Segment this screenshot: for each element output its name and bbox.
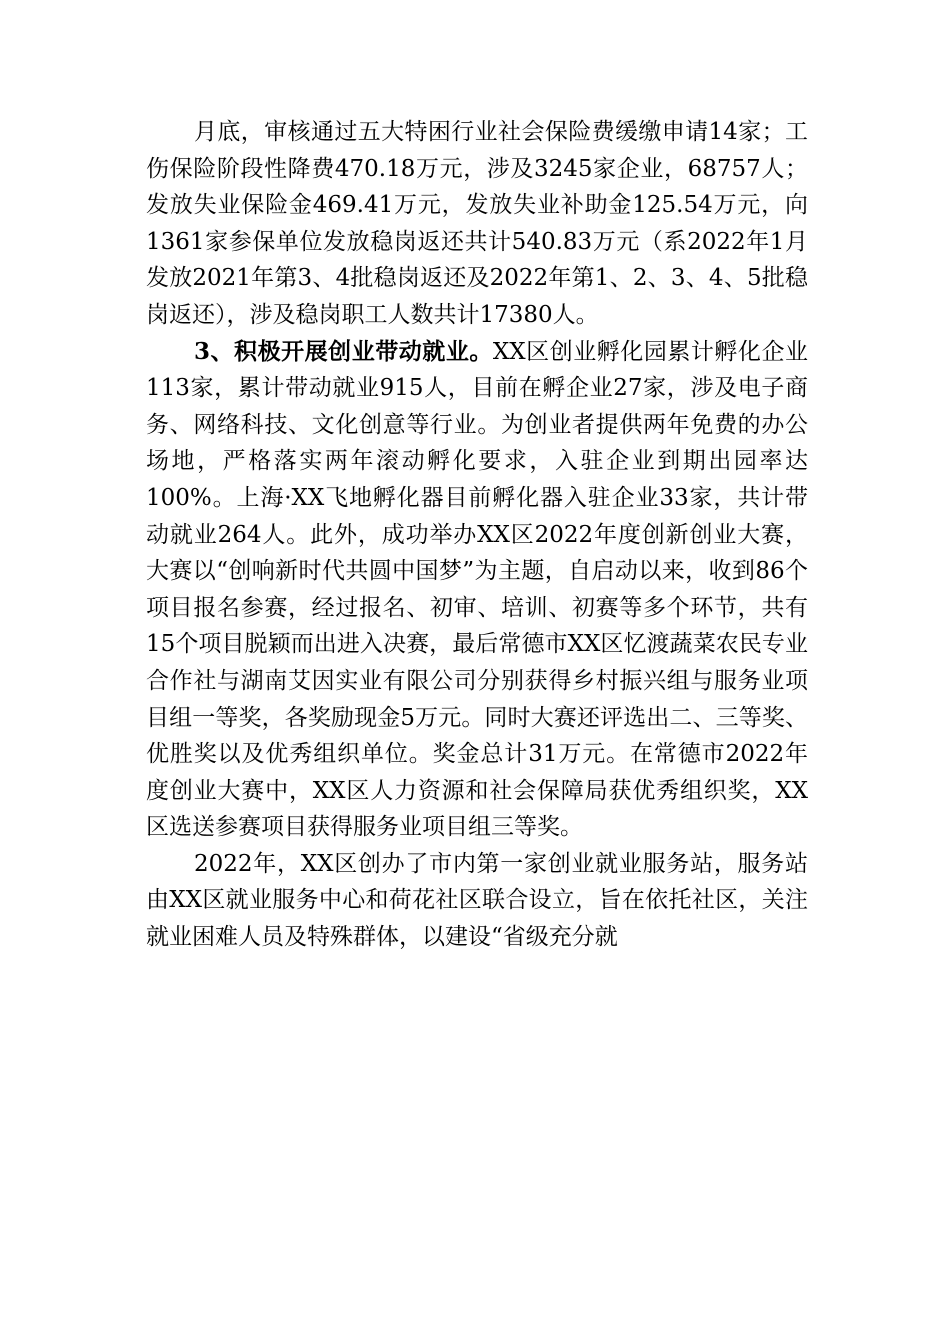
section-heading: 3、积极开展创业带动就业。 [194, 337, 493, 365]
paragraph-service-station [146, 846, 808, 956]
document-page [146, 114, 808, 956]
paragraph-text: XX区创业孵化园累计孵化企业113家，累计带动就业915人，目前在孵企业27家，涉及电子商务、网络科技、文化创意等行业。为创业者提供两年免费的办公场地，严格落实两年滚动孵化要求，入驻企业到期出园率达100%。上海·XX飞地孵化器目前孵化器入驻企业33家，共计带动就业264人。此外，成功举办XX区2022年度创新创业大赛，大赛以“创响新时代共圆中国梦”为主题，自启动以来，收到86个项目报名参赛，经过报名、初审、培训、初赛等多个环节，共有15个项目脱颖而出进入决赛，最后常德市XX区忆渡蔬菜农民专业合作社与湖南艾因实业有限公司分别获得乡村振兴组与服务业项目组一等奖，各奖励现金5万元。同时大赛还评选出二、三等奖、优胜奖以及优秀组织单位。奖金总计31万元。在常德市2022年度创业大赛中，XX区人力资源和社会保障局获优秀组织奖，XX区选送参赛项目获得服务业项目组三等奖。 [146, 338, 808, 841]
paragraph-text: 月底，审核通过五大特困行业社会保险费缓缴申请14家；工伤保险阶段性降费470.18万元，涉及3245家企业，68757人；发放失业保险金469.41万元，发放失业补助金125.54万元，向1361家参保单位发放稳岗返还共计540.83万元（系2022年1月发放2021年第3、4批稳岗返还及2022年第1、2、3、4、5批稳岗返还），涉及稳岗职工人数共计17380人。 [146, 119, 808, 328]
paragraph-social-insurance [146, 114, 808, 334]
paragraph-text: 2022年，XX区创办了市内第一家创业就业服务站，服务站由XX区就业服务中心和荷花社区联合设立，旨在依托社区，关注就业困难人员及特殊群体，以建设“省级充分就 [146, 850, 808, 951]
paragraph-entrepreneurship [146, 334, 808, 846]
